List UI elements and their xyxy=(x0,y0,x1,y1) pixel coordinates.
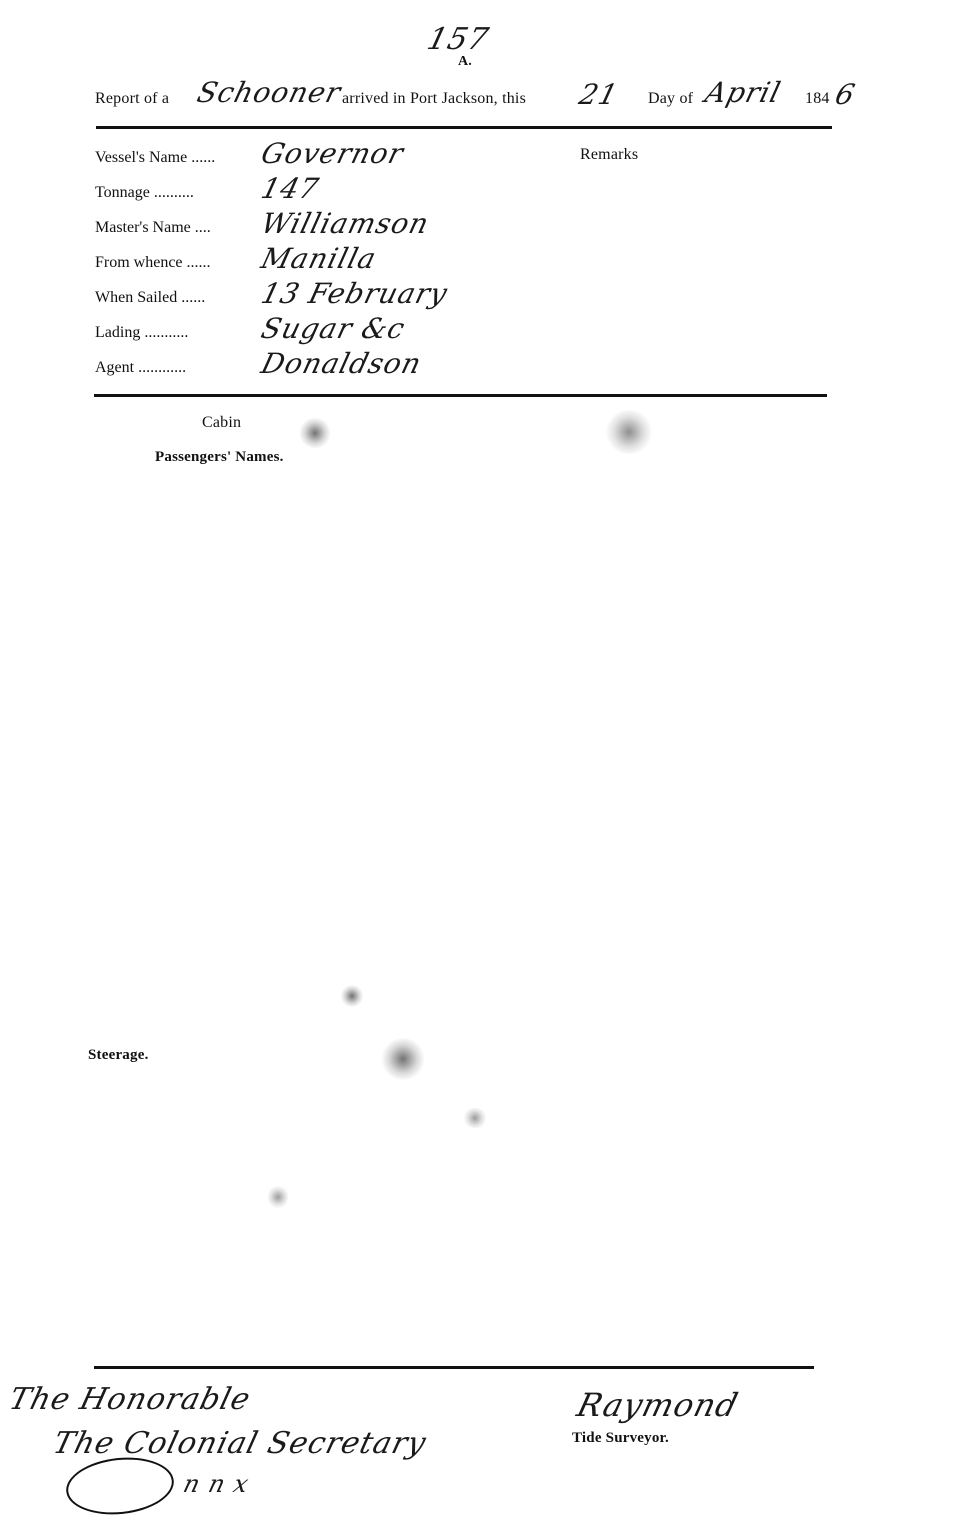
folio-suffix: A. xyxy=(458,54,473,69)
cabin-label: Cabin xyxy=(202,414,242,431)
when-sailed-value: 13 February xyxy=(257,277,452,310)
day-of-label: Day of xyxy=(648,90,694,107)
year-printed: 184 xyxy=(805,90,830,107)
when-sailed-label: When Sailed ...... xyxy=(95,289,206,306)
lading-value: Sugar &c xyxy=(257,312,409,345)
scan-speck xyxy=(298,418,332,448)
report-of-label: Report of a xyxy=(95,90,170,107)
day-number-handwritten: 21 xyxy=(575,78,622,111)
lading-label: Lading ........... xyxy=(95,324,189,341)
addressee-marks: n n x xyxy=(180,1470,253,1498)
year-last-digit-handwritten: 6 xyxy=(831,78,859,111)
addressee-line-1: The Honorable xyxy=(5,1382,255,1417)
tonnage-label: Tonnage .......... xyxy=(95,184,194,201)
scan-speck xyxy=(268,1184,288,1210)
vessel-name-label: Vessel's Name ...... xyxy=(95,149,216,166)
month-handwritten: April xyxy=(701,76,785,109)
vessel-section-rule xyxy=(94,394,827,397)
tonnage-value: 147 xyxy=(257,172,323,205)
footer-rule xyxy=(94,1366,814,1369)
agent-value: Donaldson xyxy=(257,347,426,380)
scan-speck xyxy=(604,410,654,454)
from-whence-label: From whence ...... xyxy=(95,254,211,271)
scan-speck xyxy=(340,985,364,1007)
passengers-names-label: Passengers' Names. xyxy=(155,449,284,465)
steerage-label: Steerage. xyxy=(88,1047,149,1063)
header-rule xyxy=(96,126,832,129)
scan-speck xyxy=(380,1038,426,1080)
addressee-oval-mark xyxy=(63,1453,176,1520)
tide-surveyor-label: Tide Surveyor. xyxy=(572,1430,669,1446)
master-name-label: Master's Name .... xyxy=(95,219,211,236)
from-whence-value: Manilla xyxy=(257,242,381,275)
remarks-label: Remarks xyxy=(580,146,639,163)
arrived-label: arrived in Port Jackson, this xyxy=(342,90,526,107)
vessel-type-handwritten: Schooner xyxy=(193,76,345,109)
scan-speck xyxy=(462,1108,488,1128)
master-name-value: Williamson xyxy=(257,207,433,240)
folio-number: 157 xyxy=(423,22,493,57)
vessel-name-value: Governor xyxy=(257,137,408,170)
agent-label: Agent ............ xyxy=(95,359,187,376)
tide-surveyor-signature: Raymond xyxy=(573,1386,743,1424)
addressee-line-2: The Colonial Secretary xyxy=(49,1426,431,1461)
